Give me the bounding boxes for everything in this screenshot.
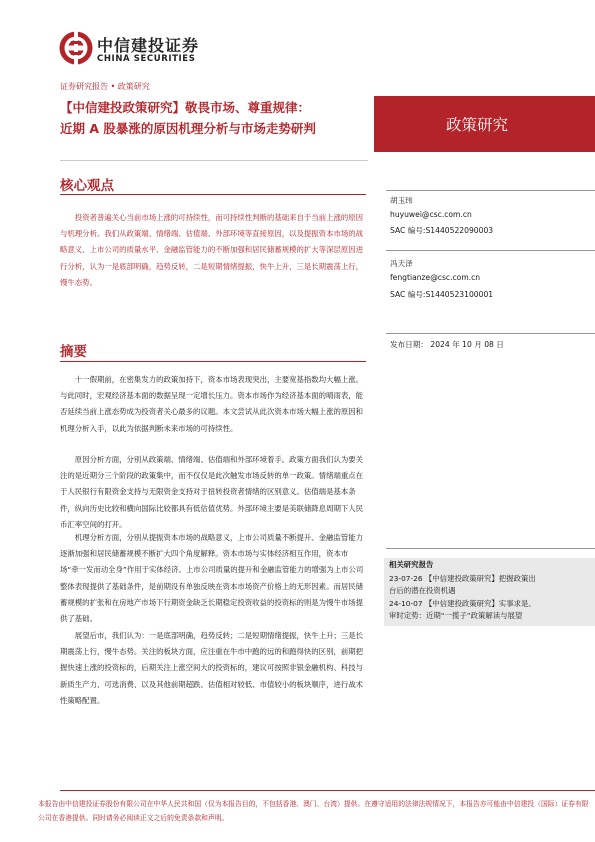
logo-name-en: CHINA SECURITIES: [97, 54, 196, 64]
analyst-name: 冯天泽: [390, 259, 413, 268]
footer-rule: [60, 790, 595, 791]
abstract-heading: 摘要: [60, 344, 87, 360]
related-report-link[interactable]: 23-07-26 【中信建投政策研究】把握政策出: [389, 574, 536, 583]
abstract-paragraph: 十一假期前，在密集发力的政策加持下，资本市场表现突出，主要宽基指数均大幅上涨。与此同时，宏观经济基本面的数据呈现一定增长压力。资本市场作为经济基本面的晴雨表，能否延续当前上涨态势成为投资者关心最多的议题。本文尝试从此次资本市场大幅上涨的原因和机理分析入手，以此为依据判断未来市场的可持续性。: [60, 375, 364, 433]
related-report-link-cont[interactable]: 台后的潜在投资机遇: [389, 586, 456, 595]
title-line-2: 近期 A 股暴涨的原因机理分析与市场走势研判: [60, 121, 316, 136]
key-points-text: 投资者普遍关心当前市场上涨的可持续性，而可持续性判断的基础来自于当前上涨的原因与机理分析。我们从政策端、情绪端、估值端、外部环境等直接原因，以及提振资本市场的战略意义、上市公司的质量水平、金融监管能力的不断加强和居民储蓄规模的扩大等深层原因进行分析，认为一是底部明确，趋势反转，二是短期情绪提振，快牛上升，三是长期震荡上行，慢牛态势。: [60, 213, 364, 287]
key-points-heading: 核心观点: [60, 178, 114, 194]
title-divider: [60, 160, 368, 161]
analyst-divider: [386, 190, 595, 191]
title-line-1: 【中信建投政策研究】敬畏市场、尊重规律：: [60, 100, 311, 115]
related-reports-heading: 相关研究报告: [389, 560, 434, 569]
logo-emblem-icon: [58, 30, 94, 66]
analyst-email[interactable]: fengtianze@csc.com.cn: [390, 273, 481, 282]
report-type: 证券研究报告 • 政策研究: [60, 82, 150, 91]
date-divider: [386, 333, 595, 334]
footer-disclaimer: 本报告由中信建投证券股份有限公司在中华人民共和国（仅为本报告目的，不包括香港、澳门、台湾）提供。在遵守适用的法律法规情况下，本报告亦可能由中信建投（国际）证券有限公司在香港提供。同时请务必阅读正文之后的免责条款和声明。: [38, 800, 589, 822]
analyst-name: 胡玉玮: [390, 196, 413, 205]
abstract-paragraph: 机理分析方面，分别从提振资本市场的战略意义，上市公司质量不断提升、金融监管能力逐渐加强和居民储蓄规模不断扩大四个角度解释。资本市场与实体经济相互作用，资本市场“牵一发而动全身”作用于实体经济。上市公司质量的提升和金融监管能力的增强为上市公司整体表现提供了基础条件，是前期没有单独反映在资本市场资产价格上的无形因素。而居民储蓄规模的扩张和在房地产市场下行期资金缺乏长期稳定投资收益的投资标的则是为慢牛市场提供了基础。: [60, 533, 364, 624]
abstract-paragraph: 展望后市，我们认为：一是底部明确，趋势反转；二是短期情绪提振，快牛上升；三是长期震荡上行，慢牛态势。关注的板块方面，应注重在牛市中跑的远的和跑得快的区别，前期把握快速上涨的投资标的，后期关注上涨空间大的投资标的，建议可按照非银金融机构、科技与新质生产力、可选消费、以及其他前期超跌、估值相对较低、市值较小的板块顺序，进行战术性策略配置。: [60, 631, 364, 705]
publish-date: 发布日期： 2024 年 10 月 08 日: [390, 340, 504, 349]
analyst-sac: SAC 编号:S1440522090003: [390, 226, 494, 235]
related-report-link[interactable]: 24-10-07 【中信建投政策研究】实事求是、: [389, 599, 536, 608]
category-banner-label: 政策研究: [446, 116, 509, 134]
analyst-sac: SAC 编号:S1440523100001: [390, 290, 494, 299]
abstract-rule: [60, 361, 366, 362]
analyst-email[interactable]: huyuwei@csc.com.cn: [390, 210, 472, 219]
abstract-paragraph: 原因分析方面，分别从政策端、情绪端、估值端和外部环境着手。政策方面我们认为要关注的是近期分三个阶段的政策集中，而不仅仅是此次触发市场反转的单一政策。情绪端重点在于人民银行有限资金支持与无限资金支持对于扭转投资者情绪的区别意义。估值端是基本条件，纵向历史比较和横向国际比较都具有低估值优势。外部环境主要是美联储降息周期下人民币汇率空间的打开。: [60, 455, 364, 529]
related-report-link-cont[interactable]: 审时定势：近期“一揽子”政策解读与展望: [389, 611, 523, 620]
analyst-divider: [386, 250, 595, 251]
report-title: [60, 97, 370, 139]
key-points-rule: [60, 194, 366, 195]
logo-name-cn: 中信建投证券: [97, 36, 200, 55]
related-divider: [386, 548, 595, 549]
